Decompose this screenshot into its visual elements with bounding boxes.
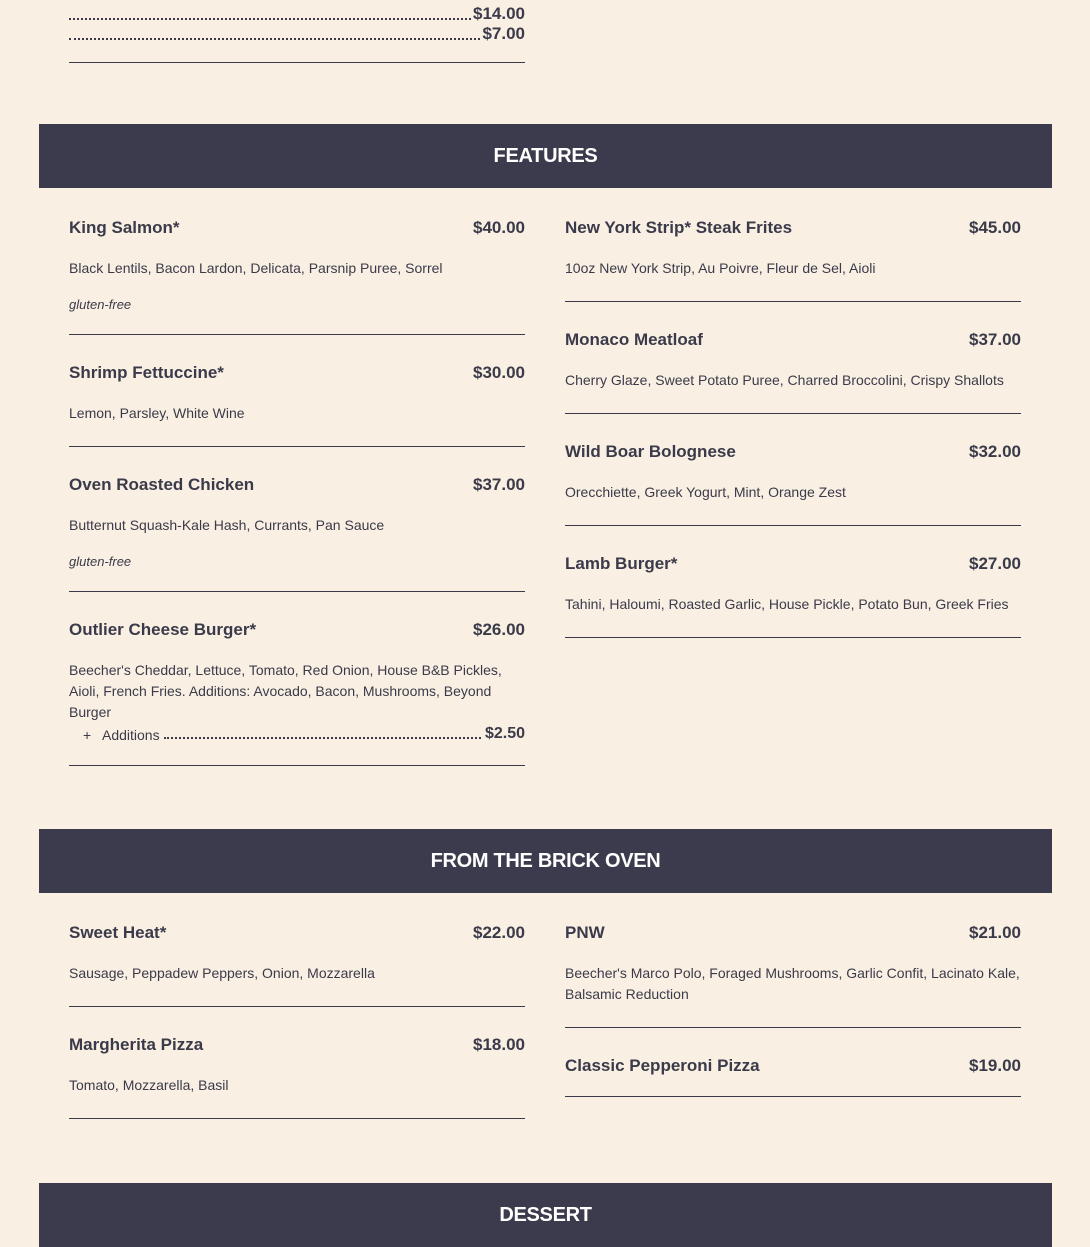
dot-leader xyxy=(164,737,481,739)
dot-leader xyxy=(69,18,471,20)
divider xyxy=(69,62,525,63)
menu-item-price: $21.00 xyxy=(969,923,1021,942)
menu-item-name: Outlier Cheese Burger* xyxy=(69,620,257,639)
menu-item-name: Margherita Pizza xyxy=(69,1035,204,1054)
price-row xyxy=(69,24,525,44)
menu-item-header xyxy=(69,620,525,640)
menu-item-description: Black Lentils, Bacon Lardon, Delicata, Parsnip Puree, Sorrel xyxy=(69,260,443,276)
menu-item-price: $40.00 xyxy=(473,218,525,237)
menu-item xyxy=(69,923,525,1007)
menu-item-name: Shrimp Fettuccine* xyxy=(69,363,224,382)
addon-price: $2.50 xyxy=(484,725,525,742)
menu-item-header xyxy=(565,1056,1021,1076)
dietary-tag: gluten-free xyxy=(69,297,132,312)
menu-item xyxy=(565,1056,1021,1097)
menu-item-header xyxy=(69,218,525,238)
menu-item-price: $37.00 xyxy=(969,330,1021,349)
menu-item-price: $32.00 xyxy=(969,442,1021,461)
menu-item-header xyxy=(565,330,1021,350)
menu-item xyxy=(69,363,525,447)
price: $14.00 xyxy=(473,4,525,23)
menu-item-name: Lamb Burger* xyxy=(565,554,678,573)
menu-item-header xyxy=(69,923,525,943)
menu-item-price: $30.00 xyxy=(473,363,525,382)
addon-plus-icon: + xyxy=(83,727,92,743)
menu-item-name: Oven Roasted Chicken xyxy=(69,475,255,494)
menu-item xyxy=(565,330,1021,414)
menu-item-header xyxy=(69,1035,525,1055)
menu-item-header xyxy=(69,363,525,383)
addon-label: Additions xyxy=(102,727,160,743)
menu-item-description: Tahini, Haloumi, Roasted Garlic, House Pickle, Potato Bun, Greek Fries xyxy=(565,596,1009,612)
features-header: FEATURES xyxy=(39,124,1052,188)
brick-oven-header: FROM THE BRICK OVEN xyxy=(39,829,1052,893)
brick-oven-right-column xyxy=(565,917,1021,1125)
menu-item-price: $19.00 xyxy=(969,1056,1021,1075)
menu-item-description: Beecher's Cheddar, Lettuce, Tomato, Red Onion, House B&B Pickles, Aioli, French Fries. Additions: Avocado, Bacon, Mushrooms, Beyond Burger xyxy=(69,662,502,720)
menu-item xyxy=(565,923,1021,1028)
menu-item-description: Orecchiette, Greek Yogurt, Mint, Orange Zest xyxy=(565,484,846,500)
price: $7.00 xyxy=(482,24,525,43)
menu-item-price: $45.00 xyxy=(969,218,1021,237)
menu-item-name: PNW xyxy=(565,923,605,942)
addon-row xyxy=(69,725,525,743)
menu-item-price: $26.00 xyxy=(473,620,525,639)
menu-item-header xyxy=(565,218,1021,238)
dot-leader xyxy=(69,38,480,40)
menu-item-name: Classic Pepperoni Pizza xyxy=(565,1056,760,1075)
price-row xyxy=(69,4,525,24)
menu-item-name: Wild Boar Bolognese xyxy=(565,442,736,461)
menu-item-header xyxy=(69,475,525,495)
menu-item xyxy=(69,1035,525,1119)
menu-item-name: New York Strip* Steak Frites xyxy=(565,218,793,237)
menu-item-price: $37.00 xyxy=(473,475,525,494)
menu-item-description: Lemon, Parsley, White Wine xyxy=(69,405,245,421)
features-right-column xyxy=(565,212,1021,666)
menu-item-description: Butternut Squash-Kale Hash, Currants, Pan Sauce xyxy=(69,517,385,533)
dietary-tag: gluten-free xyxy=(69,554,132,569)
menu-item-price: $18.00 xyxy=(473,1035,525,1054)
menu-item xyxy=(565,218,1021,302)
menu-item-name: Sweet Heat* xyxy=(69,923,167,942)
menu-item-header xyxy=(565,554,1021,574)
menu-item-name: King Salmon* xyxy=(69,218,180,237)
features-left-column xyxy=(69,212,525,794)
menu-item-description: Sausage, Peppadew Peppers, Onion, Mozzarella xyxy=(69,965,375,981)
menu-item-price: $27.00 xyxy=(969,554,1021,573)
menu-item xyxy=(69,218,525,335)
menu-item xyxy=(565,442,1021,526)
menu-item-name: Monaco Meatloaf xyxy=(565,330,703,349)
menu-item xyxy=(69,475,525,592)
menu-item xyxy=(69,620,525,766)
menu-item xyxy=(565,554,1021,638)
menu-item-description: 10oz New York Strip, Au Poivre, Fleur de Sel, Aioli xyxy=(565,260,876,276)
menu-item-header xyxy=(565,923,1021,943)
dessert-header: DESSERT xyxy=(39,1183,1052,1247)
menu-item-price: $22.00 xyxy=(473,923,525,942)
previous-section-prices xyxy=(69,4,525,44)
menu-item-header xyxy=(565,442,1021,462)
menu-item-description: Cherry Glaze, Sweet Potato Puree, Charred Broccolini, Crispy Shallots xyxy=(565,372,1004,388)
menu-item-description: Tomato, Mozzarella, Basil xyxy=(69,1077,229,1093)
brick-oven-left-column xyxy=(69,917,525,1147)
menu-item-description: Beecher's Marco Polo, Foraged Mushrooms, Garlic Confit, Lacinato Kale, Balsamic Reduction xyxy=(565,965,1020,1002)
